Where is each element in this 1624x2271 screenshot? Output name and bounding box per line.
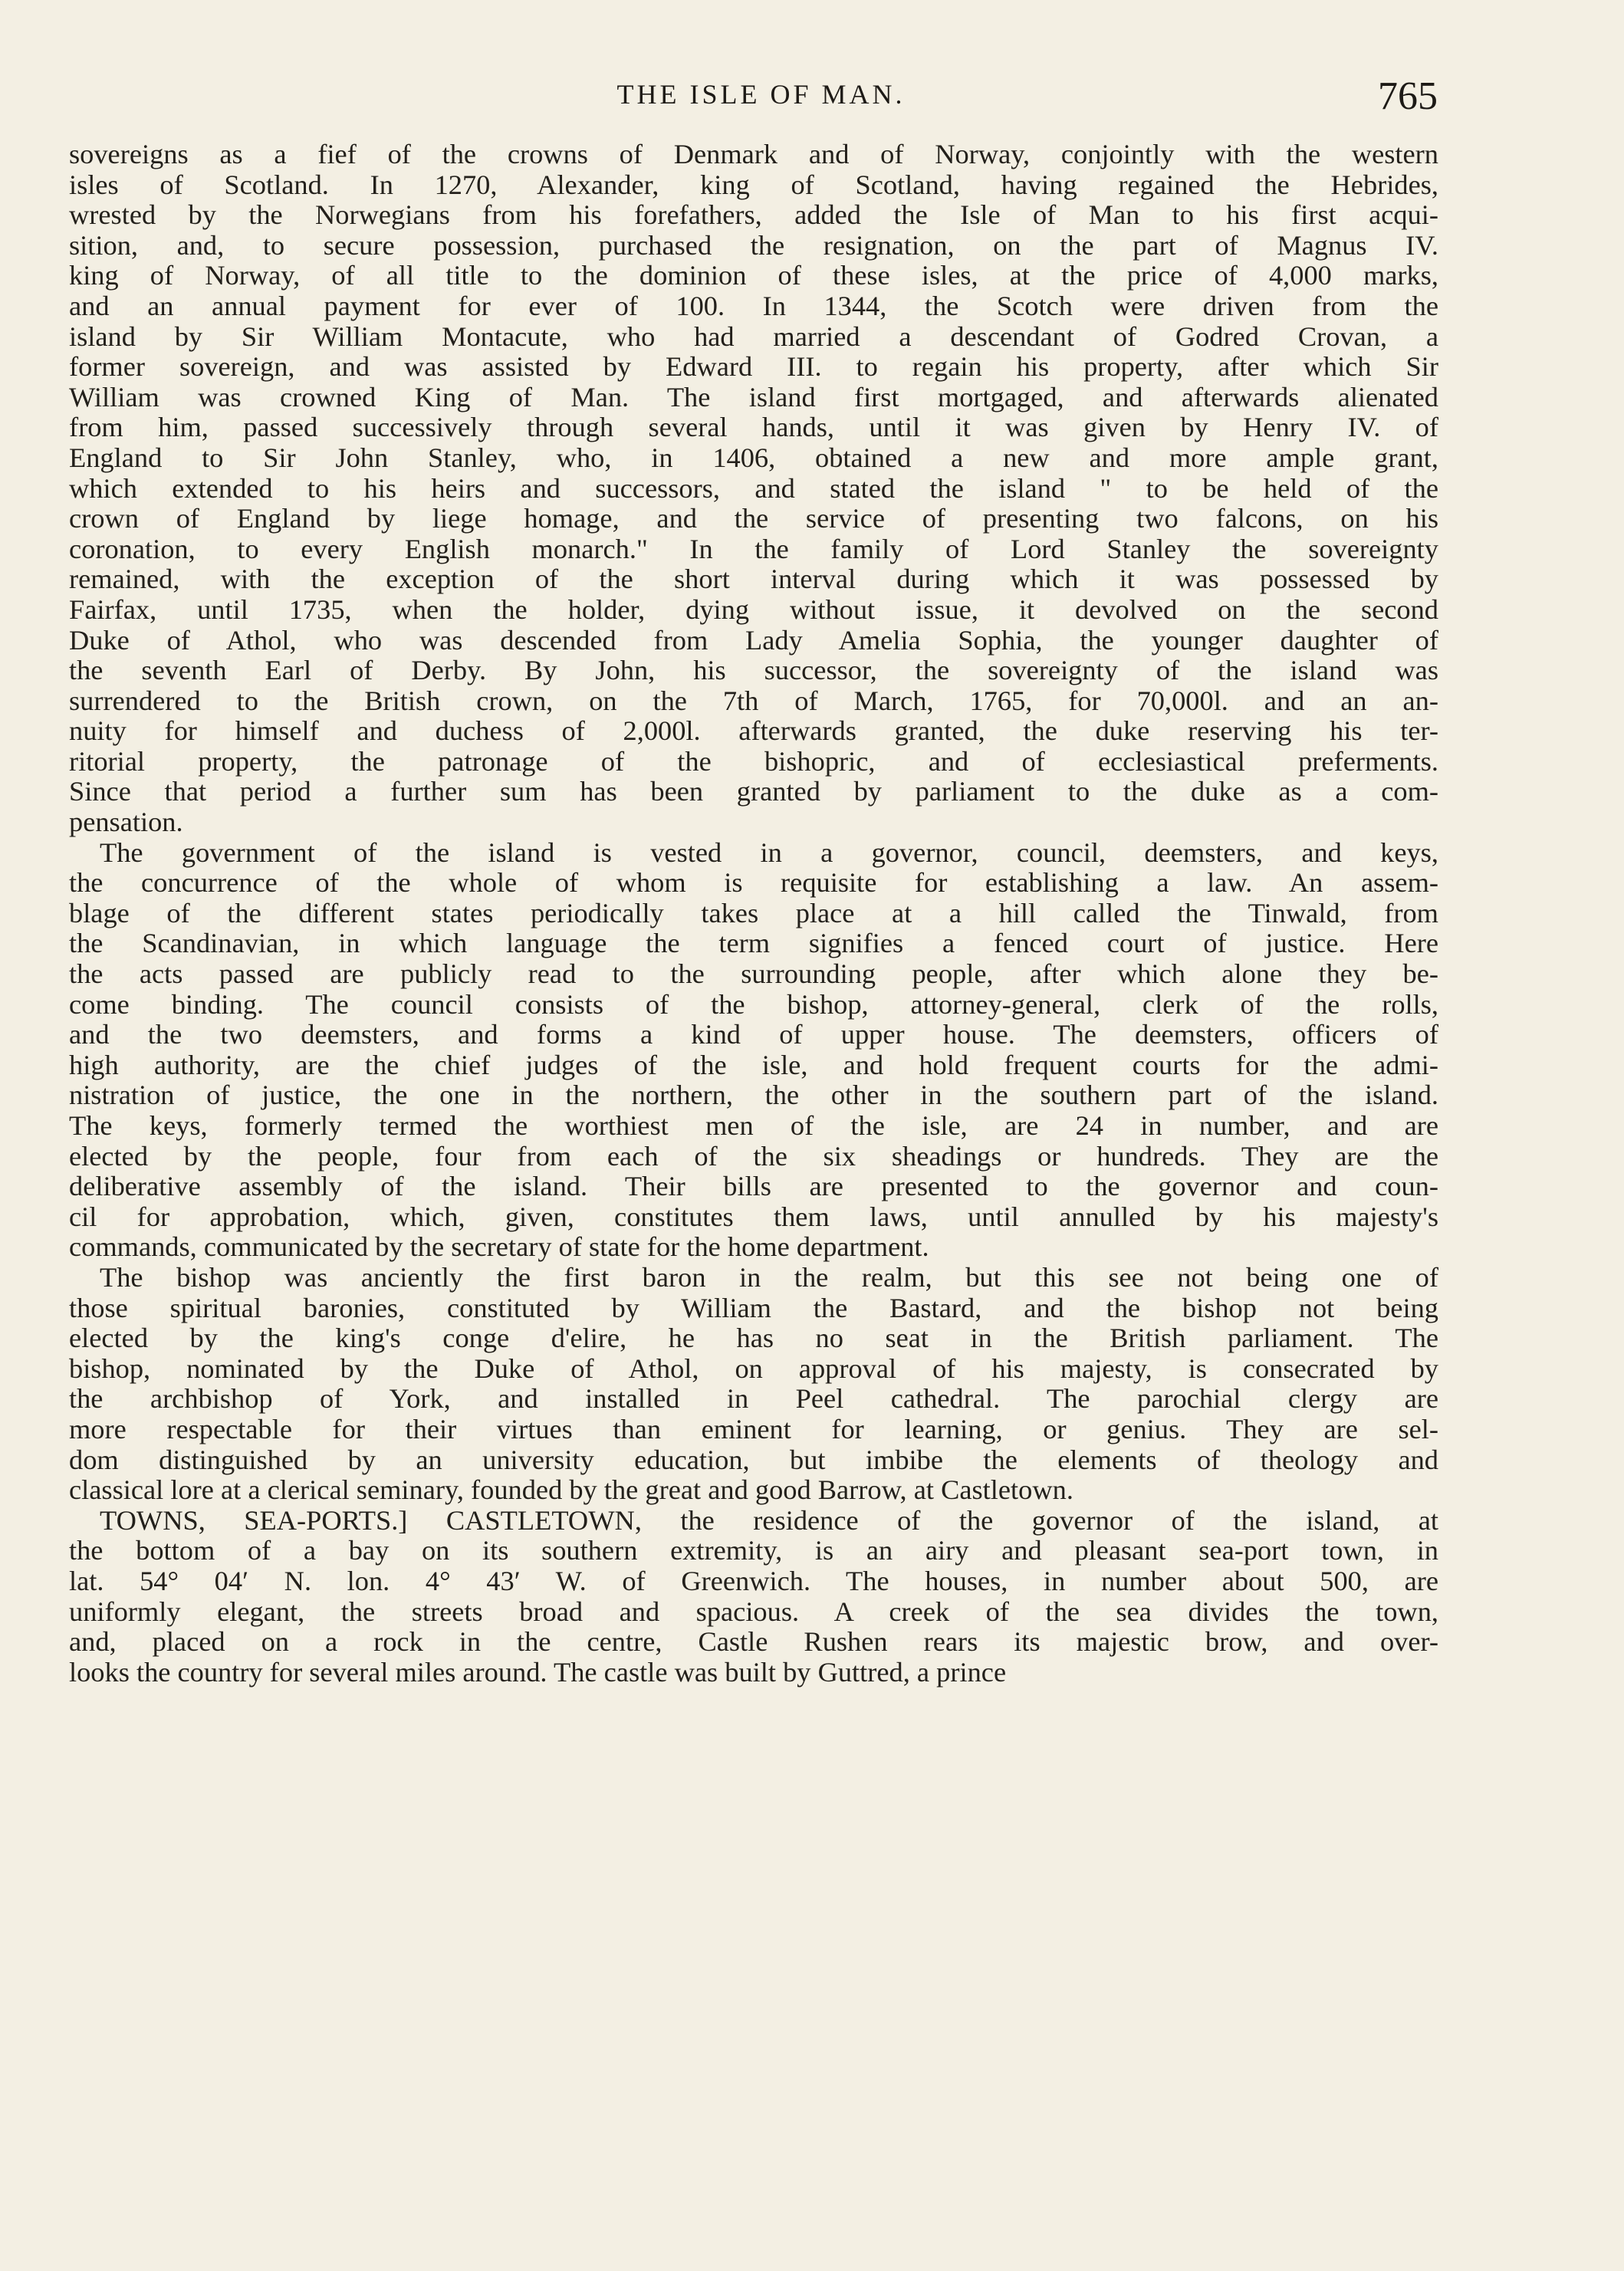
- text-line: coronation, to every English monarch." In the family of Lord Stanley the sovereignty: [69, 533, 1438, 564]
- text-line: nuity for himself and duchess of 2,000l. afterwards granted, the duke reserving his ter-: [69, 715, 1438, 747]
- text-line: lat. 54° 04′ N. lon. 4° 43′ W. of Greenwich. The houses, in number about 500, are: [69, 1565, 1438, 1596]
- text-line: more respectable for their virtues than eminent for learning, or genius. They are sel-: [69, 1413, 1438, 1444]
- text-line: and an annual payment for ever of 100. In 1344, the Scotch were driven from the: [69, 290, 1438, 321]
- text-line: The government of the island is vested in a governor, council, deemsters, and keys,: [100, 836, 1438, 868]
- running-header: [84, 74, 1438, 127]
- text-line: classical lore at a clerical seminary, founded by the great and good Barrow, at Castletown.: [69, 1474, 1073, 1506]
- text-line: Fairfax, until 1735, when the holder, dying without issue, it devolved on the second: [69, 593, 1438, 625]
- text-line: high authority, are the chief judges of the isle, and hold frequent courts for the admi-: [69, 1049, 1438, 1080]
- text-line: crown of England by liege homage, and the service of presenting two falcons, on his: [69, 503, 1438, 534]
- paragraph: [69, 1506, 1438, 1688]
- text-line: the seventh Earl of Derby. By John, his successor, the sovereignty of the island was: [69, 655, 1438, 686]
- text-line: the acts passed are publicly read to the surrounding people, after which alone they be-: [69, 958, 1438, 990]
- text-line: the bottom of a bay on its southern extremity, is an airy and pleasant sea-port town, in: [69, 1535, 1438, 1566]
- text-line: those spiritual baronies, constituted by William the Bastard, and the bishop not being: [69, 1292, 1438, 1323]
- text-line: and, placed on a rock in the centre, Castle Rushen rears its majestic brow, and over-: [69, 1626, 1438, 1658]
- text-line: isles of Scotland. In 1270, Alexander, king of Scotland, having regained the Hebrides,: [69, 169, 1438, 200]
- page-number: 765: [1378, 74, 1438, 118]
- text-line: surrendered to the British crown, on the 7th of March, 1765, for 70,000l. and an an-: [69, 685, 1438, 716]
- text-line: bishop, nominated by the Duke of Athol, on approval of his majesty, is consecrated by: [69, 1352, 1438, 1384]
- text-line: Since that period a further sum has been granted by parliament to the duke as a com-: [69, 776, 1438, 807]
- text-line: ritorial property, the patronage of the bishopric, and of ecclesiastical preferments.: [69, 745, 1438, 777]
- text-line: Duke of Athol, who was descended from Lady Amelia Sophia, the younger daughter of: [69, 624, 1438, 656]
- text-line: pensation.: [69, 807, 183, 838]
- paragraph: [69, 838, 1438, 1263]
- text-line: William was crowned King of Man. The island first mortgaged, and afterwards alienated: [69, 381, 1438, 412]
- text-line: deliberative assembly of the island. Their bills are presented to the governor and coun-: [69, 1171, 1438, 1202]
- text-line: from him, passed successively through several hands, until it was given by Henry IV. of: [69, 412, 1438, 443]
- text-line: sition, and, to secure possession, purchased the resignation, on the part of Magnus IV.: [69, 229, 1438, 261]
- running-title: THE ISLE OF MAN.: [616, 79, 906, 110]
- text-line: which extended to his heirs and successors, and stated the island " to be held of the: [69, 472, 1438, 504]
- text-line: looks the country for several miles around. The castle was built by Guttred, a prince: [69, 1656, 1007, 1688]
- text-line: nistration of justice, the one in the northern, the other in the southern part of the island.: [69, 1080, 1438, 1111]
- text-line: wrested by the Norwegians from his forefathers, added the Isle of Man to his first acqui-: [69, 199, 1438, 231]
- text-line: come binding. The council consists of the bishop, attorney-general, clerk of the rolls,: [69, 988, 1438, 1020]
- text-line: king of Norway, of all title to the dominion of these isles, at the price of 4,000 marks,: [69, 260, 1438, 291]
- text-line: remained, with the exception of the short interval during which it was possessed by: [69, 564, 1438, 595]
- text-line: elected by the king's conge d'elire, he has no seat in the British parliament. The: [69, 1323, 1438, 1354]
- text-line: England to Sir John Stanley, who, in 1406, obtained a new and more ample grant,: [69, 442, 1438, 473]
- text-line: island by Sir William Montacute, who had married a descendant of Godred Crovan, a: [69, 320, 1438, 352]
- text-line: former sovereign, and was assisted by Edward III. to regain his property, after which Sir: [69, 351, 1438, 383]
- text-line: uniformly elegant, the streets broad and spacious. A creek of the sea divides the town,: [69, 1596, 1438, 1627]
- body-text: [69, 140, 1438, 1688]
- text-line: blage of the different states periodically takes place at a hill called the Tinwald, from: [69, 897, 1438, 928]
- text-line: The bishop was anciently the first baron in the realm, but this see not being one of: [100, 1261, 1438, 1293]
- text-line: commands, communicated by the secretary of state for the home department.: [69, 1231, 929, 1263]
- text-line: and the two deemsters, and forms a kind of upper house. The deemsters, officers of: [69, 1019, 1438, 1050]
- text-line: the archbishop of York, and installed in Peel cathedral. The parochial clergy are: [69, 1383, 1438, 1415]
- text-line: TOWNS, SEA-PORTS.] CASTLETOWN, the residence of the governor of the island, at: [100, 1504, 1438, 1536]
- text-line: The keys, formerly termed the worthiest men of the isle, are 24 in number, and are: [69, 1110, 1438, 1141]
- text-line: the Scandinavian, in which language the term signifies a fenced court of justice. Here: [69, 928, 1438, 959]
- text-line: dom distinguished by an university education, but imbibe the elements of theology and: [69, 1444, 1438, 1475]
- text-line: the concurrence of the whole of whom is requisite for establishing a law. An assem-: [69, 867, 1438, 899]
- text-line: sovereigns as a fief of the crowns of Denmark and of Norway, conjointly with the western: [69, 139, 1438, 169]
- text-line: elected by the people, four from each of the six sheadings or hundreds. They are the: [69, 1140, 1438, 1172]
- text-line: cil for approbation, which, given, constitutes them laws, until annulled by his majesty's: [69, 1201, 1438, 1232]
- paragraph: [69, 1263, 1438, 1506]
- paragraph: [69, 140, 1438, 838]
